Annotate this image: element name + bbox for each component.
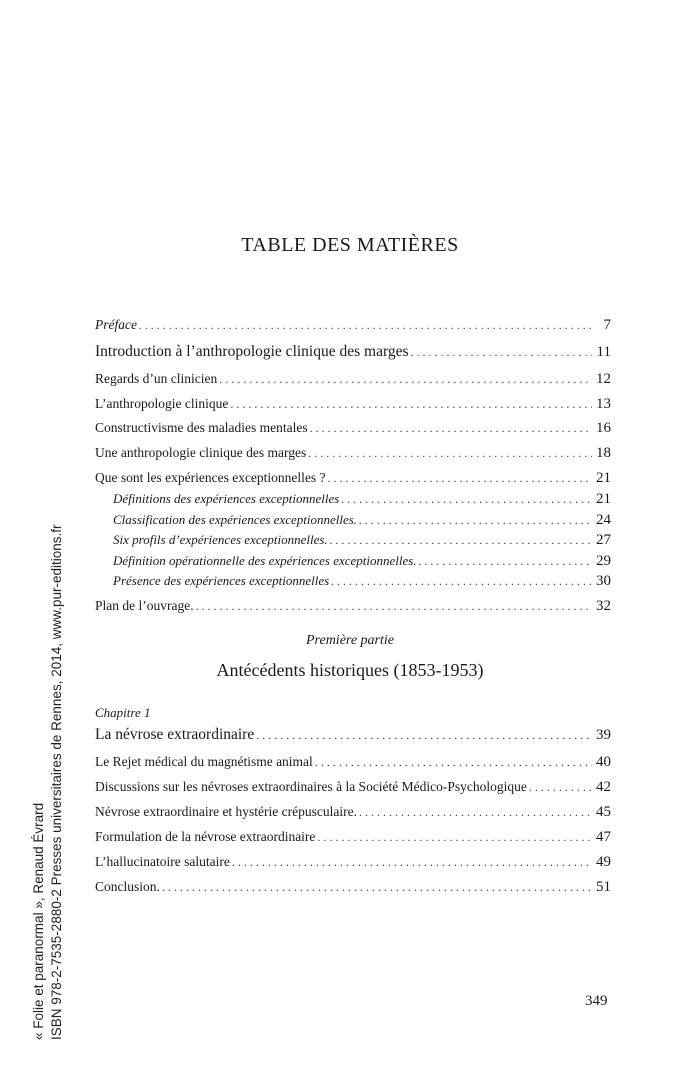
toc-entry-page: 27: [596, 532, 611, 548]
toc-entry-text: Présence des expériences exceptionnelles: [113, 573, 330, 588]
toc-entry-text: Constructivisme des maladies mentales: [95, 420, 308, 435]
toc-entry-text: Définition opérationnelle des expériences exceptionnelles.: [113, 553, 417, 568]
toc-subentry[interactable]: [113, 551, 611, 571]
toc-entry-page: 13: [596, 396, 611, 412]
dot-leader: [232, 852, 592, 872]
toc-entry-text: L’hallucinatoire salutaire: [95, 854, 230, 869]
toc-entry-text: Regards d’un clinicien: [95, 371, 218, 386]
toc-entry-page: 16: [596, 420, 611, 436]
toc-entry-text: Plan de l’ouvrage.: [95, 598, 194, 613]
part-label: Première partie: [306, 633, 394, 648]
toc-entry-page: 47: [596, 829, 611, 845]
dot-leader: [359, 510, 592, 530]
dot-leader: [219, 369, 592, 389]
toc-entry-preface[interactable]: [95, 315, 611, 335]
dot-leader: [315, 752, 592, 772]
toc-entry[interactable]: [95, 777, 611, 797]
dot-leader: [230, 394, 592, 414]
toc-entry-page: 7: [603, 317, 611, 333]
dot-leader: [139, 315, 592, 335]
toc-entry-text: La névrose extraordinaire: [95, 726, 255, 743]
page-title: TABLE DES MATIÈRES: [241, 234, 459, 256]
toc-subentry[interactable]: [113, 530, 611, 550]
toc-entry-page: 11: [596, 344, 611, 360]
toc-entry-page: 49: [596, 854, 611, 870]
dot-leader: [317, 827, 592, 847]
toc-entry[interactable]: [95, 394, 611, 414]
toc-entry-text: Conclusion.: [95, 879, 160, 894]
toc-entry-introduction[interactable]: [95, 342, 611, 362]
toc-entry-page: 45: [596, 804, 611, 820]
dot-leader: [162, 877, 592, 897]
toc-subentry[interactable]: [113, 489, 611, 509]
toc-entry-text: Introduction à l’anthropologie clinique des marges: [95, 343, 409, 360]
toc-entry[interactable]: [95, 752, 611, 772]
dot-leader: [529, 777, 592, 797]
toc-entry-page: 32: [596, 598, 611, 614]
toc-entry[interactable]: [95, 827, 611, 847]
toc-entry-page: 29: [596, 553, 611, 569]
chapter-label: Chapitre 1: [95, 705, 151, 720]
toc-entry[interactable]: [95, 852, 611, 872]
toc-entry-page: 30: [596, 573, 611, 589]
dot-leader: [341, 489, 592, 509]
toc-entry[interactable]: [95, 468, 611, 488]
toc-entry-text: Préface: [95, 317, 137, 332]
dot-leader: [308, 443, 592, 463]
toc-entry-page: 42: [596, 779, 611, 795]
dot-leader: [196, 596, 592, 616]
toc-entry-text: Six profils d’expériences exceptionnelles.: [113, 532, 328, 547]
dot-leader: [331, 571, 592, 591]
toc-entry-text: Formulation de la névrose extraordinaire: [95, 829, 316, 844]
dot-leader: [359, 802, 592, 822]
dot-leader: [328, 468, 592, 488]
toc-entry-text: Classification des expériences exceptionnelles.: [113, 512, 358, 527]
toc-entry-text: Névrose extraordinaire et hystérie crépusculaire.: [95, 804, 357, 819]
toc-entry-page: 40: [596, 754, 611, 770]
toc-subentry[interactable]: [113, 510, 611, 530]
toc-entry-page: 21: [596, 470, 611, 486]
toc-entry-text: Une anthropologie clinique des marges: [95, 445, 307, 460]
page-number: 349: [585, 993, 608, 1009]
toc-entry-text: L’anthropologie clinique: [95, 396, 229, 411]
toc-entry[interactable]: [95, 802, 611, 822]
dot-leader: [330, 530, 592, 550]
dot-leader: [256, 725, 592, 745]
toc-entry-page: 21: [596, 491, 611, 507]
toc-subentry[interactable]: [113, 571, 611, 591]
toc-entry[interactable]: [95, 418, 611, 438]
toc-entry-chapter-title[interactable]: [95, 725, 611, 745]
toc-entry-page: 24: [596, 512, 611, 528]
copyright-side-note: [30, 524, 66, 1040]
toc-entry-page: 51: [596, 879, 611, 895]
toc-entry-page: 39: [596, 727, 611, 743]
toc-entry-text: Le Rejet médical du magnétisme animal: [95, 754, 313, 769]
dot-leader: [419, 551, 592, 571]
toc-entry[interactable]: [95, 443, 611, 463]
dot-leader: [310, 418, 592, 438]
toc-entry[interactable]: [95, 369, 611, 389]
toc-entry[interactable]: [95, 877, 611, 897]
toc-entry-text: Que sont les expériences exceptionnelles ?: [95, 470, 326, 485]
toc-entry-page: 12: [596, 371, 611, 387]
toc-entry[interactable]: [95, 596, 611, 616]
side-note-line: « Folie et paranormal », Renaud Évrard: [31, 802, 46, 1040]
toc-entry-page: 18: [596, 445, 611, 461]
side-note-line: ISBN 978-2-7535-2880-2 Presses universitaires de Rennes, 2014, www.pur-editions.fr: [49, 524, 64, 1040]
toc-entry-text: Discussions sur les névroses extraordinaires à la Société Médico-Psychologique: [95, 779, 527, 794]
toc-entry-text: Définitions des expériences exceptionnelles: [113, 491, 340, 506]
part-title: Antécédents historiques (1853-1953): [216, 660, 484, 680]
dot-leader: [411, 342, 592, 362]
